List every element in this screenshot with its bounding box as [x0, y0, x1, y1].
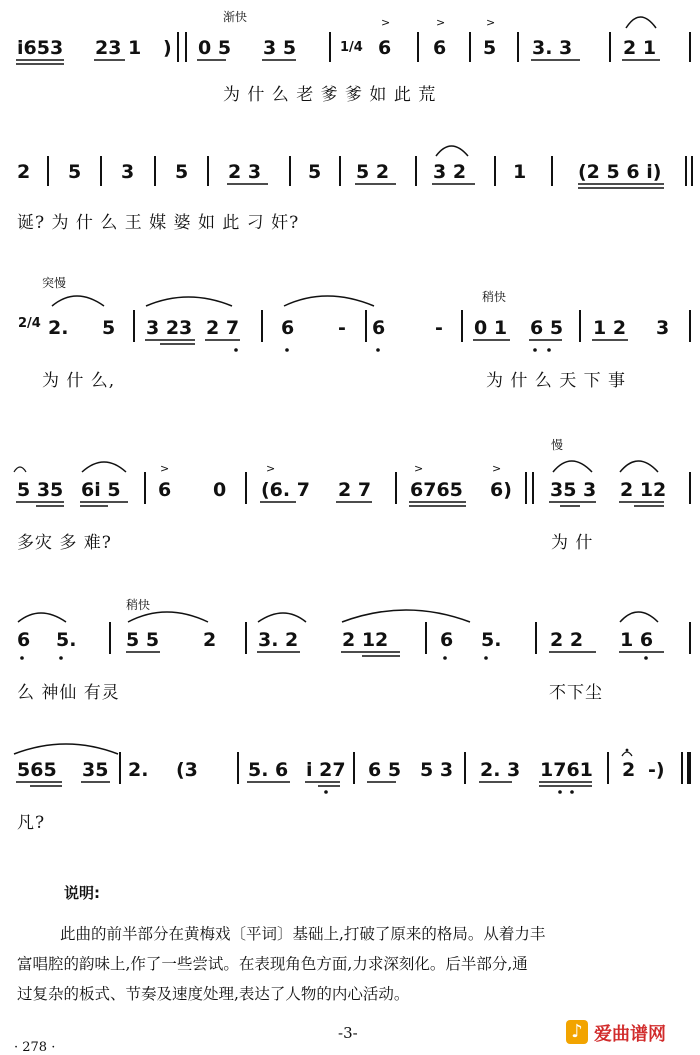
- barlines-and-slurs: [0, 268, 700, 398]
- note-group: 3: [121, 161, 135, 183]
- svg-text:>: >: [414, 462, 424, 475]
- note-group: 6: [17, 629, 31, 651]
- watermark-text: 爱曲谱网: [594, 1024, 666, 1045]
- lyric-line: 么 神仙 有灵: [17, 683, 120, 703]
- note-group: 3 2: [433, 161, 467, 183]
- lyric-line: 为 什: [551, 533, 594, 553]
- note-group: 2: [17, 161, 31, 183]
- lyric-line: 诞? 为 什 么 王 媒 婆 如 此 刁 奸?: [17, 213, 300, 233]
- note-group: i 27: [306, 759, 346, 781]
- note-group: 2 1: [623, 37, 657, 59]
- note-group: 6: [433, 37, 447, 59]
- note-group: 6: [440, 629, 454, 651]
- note-group: 1 6: [620, 629, 654, 651]
- note-group: -: [435, 317, 443, 339]
- tempo-mark: 稍快: [482, 290, 507, 304]
- score-system-5: [0, 588, 700, 708]
- lyric-line: 为 什 么 天 下 事: [486, 371, 627, 391]
- note-group: 5. 6: [248, 759, 289, 781]
- note-group: 5: [483, 37, 497, 59]
- note-group: 6: [158, 479, 172, 501]
- note-group: 5 2: [356, 161, 390, 183]
- note-group: 2 12: [342, 629, 389, 651]
- svg-text:>: >: [486, 16, 496, 29]
- lyric-line: 不下尘: [549, 683, 603, 703]
- note-group: 35: [82, 759, 109, 781]
- explanation-line: 此曲的前半部分在黄梅戏〔平词〕基础上,打破了原来的格局。从着力丰: [60, 925, 546, 943]
- corner-page-number: · 278 ·: [14, 1040, 56, 1055]
- note-group: 2 12: [620, 479, 667, 501]
- note-group: 0 1: [474, 317, 508, 339]
- note-group: 2 2: [550, 629, 584, 651]
- lyric-line: 凡?: [17, 813, 46, 833]
- note-group: (6. 7: [261, 479, 310, 501]
- note-group: 35 3: [550, 479, 597, 501]
- svg-text:>: >: [160, 462, 170, 475]
- note-group: 3. 3: [532, 37, 573, 59]
- note-group: 2 3: [228, 161, 262, 183]
- note-group: 1 2: [593, 317, 627, 339]
- explanation-line: 富唱腔的韵味上,作了一些尝试。在表现角色方面,力求深刻化。后半部分,通: [17, 955, 528, 973]
- time-signature: 1/4: [340, 40, 363, 55]
- tempo-mark: 慢: [551, 438, 564, 452]
- tempo-mark: 突慢: [42, 276, 67, 290]
- note-group: 1: [513, 161, 527, 183]
- note-group: 0 5: [198, 37, 232, 59]
- note-group: 5.: [56, 629, 77, 651]
- score-system-4: [0, 428, 700, 560]
- barlines-and-slurs: [0, 140, 700, 240]
- tempo-mark: 渐快: [223, 10, 248, 24]
- note-group: 6: [281, 317, 295, 339]
- note-group: ): [163, 37, 172, 59]
- note-group: 6): [490, 479, 512, 501]
- note-group: 2.: [128, 759, 149, 781]
- note-group: (3: [176, 759, 198, 781]
- note-group: 5: [308, 161, 322, 183]
- note-group: 6 5: [368, 759, 402, 781]
- note-group: 2 7: [338, 479, 372, 501]
- note-group: 6765: [410, 479, 463, 501]
- note-group: 5 35: [17, 479, 64, 501]
- svg-text:>: >: [381, 16, 391, 29]
- note-group: 2 7: [206, 317, 240, 339]
- note-group: 23 1: [95, 37, 142, 59]
- note-group: (2 5 6 i): [578, 161, 662, 183]
- note-group: 5 5: [126, 629, 160, 651]
- note-group: 5 3: [420, 759, 454, 781]
- score-system-2: [0, 140, 700, 240]
- note-group: 3 5: [263, 37, 297, 59]
- barlines-and-slurs: [0, 0, 700, 110]
- tempo-mark: 稍快: [126, 598, 151, 612]
- note-group: 3: [656, 317, 670, 339]
- explanation-line: 过复杂的板式、节奏及速度处理,表达了人物的内心活动。: [17, 985, 410, 1003]
- note-group: 565: [17, 759, 57, 781]
- svg-text:>: >: [492, 462, 502, 475]
- barlines-and-slurs: [0, 588, 700, 708]
- score-system-1: [0, 0, 700, 110]
- barlines-and-slurs: [0, 730, 700, 840]
- lyric-line: 为 什 么,: [42, 371, 116, 391]
- note-group: 2: [622, 759, 636, 781]
- explanation-title: 说明:: [64, 884, 100, 902]
- svg-text:>: >: [436, 16, 446, 29]
- watermark-logo: [566, 1018, 696, 1048]
- note-group: 3 23: [146, 317, 193, 339]
- note-group: i653: [17, 37, 64, 59]
- barlines-and-slurs: [0, 428, 700, 560]
- note-group: 2: [203, 629, 217, 651]
- note-group: -: [338, 317, 346, 339]
- note-group: 5: [102, 317, 116, 339]
- note-group: -): [648, 759, 665, 781]
- note-group: 1761: [540, 759, 593, 781]
- time-signature: 2/4: [18, 316, 41, 331]
- lyric-line: 多灾 多 难?: [17, 533, 112, 553]
- lyric-line: 为 什 么 老 爹 爹 如 此 荒: [223, 85, 437, 105]
- note-group: 5.: [481, 629, 502, 651]
- score-system-6: [0, 730, 700, 840]
- svg-text:>: >: [266, 462, 276, 475]
- page-number: -3-: [338, 1024, 358, 1042]
- score-system-3: [0, 268, 700, 398]
- note-group: 6: [372, 317, 386, 339]
- note-group: 5: [68, 161, 82, 183]
- note-group: 2. 3: [480, 759, 521, 781]
- note-group: 6i 5: [81, 479, 121, 501]
- music-note-icon: ♪: [566, 1020, 588, 1044]
- note-group: 6 5: [530, 317, 564, 339]
- note-group: 0: [213, 479, 227, 501]
- note-group: 3. 2: [258, 629, 299, 651]
- note-group: 6: [378, 37, 392, 59]
- note-group: 5: [175, 161, 189, 183]
- note-group: 2.: [48, 317, 69, 339]
